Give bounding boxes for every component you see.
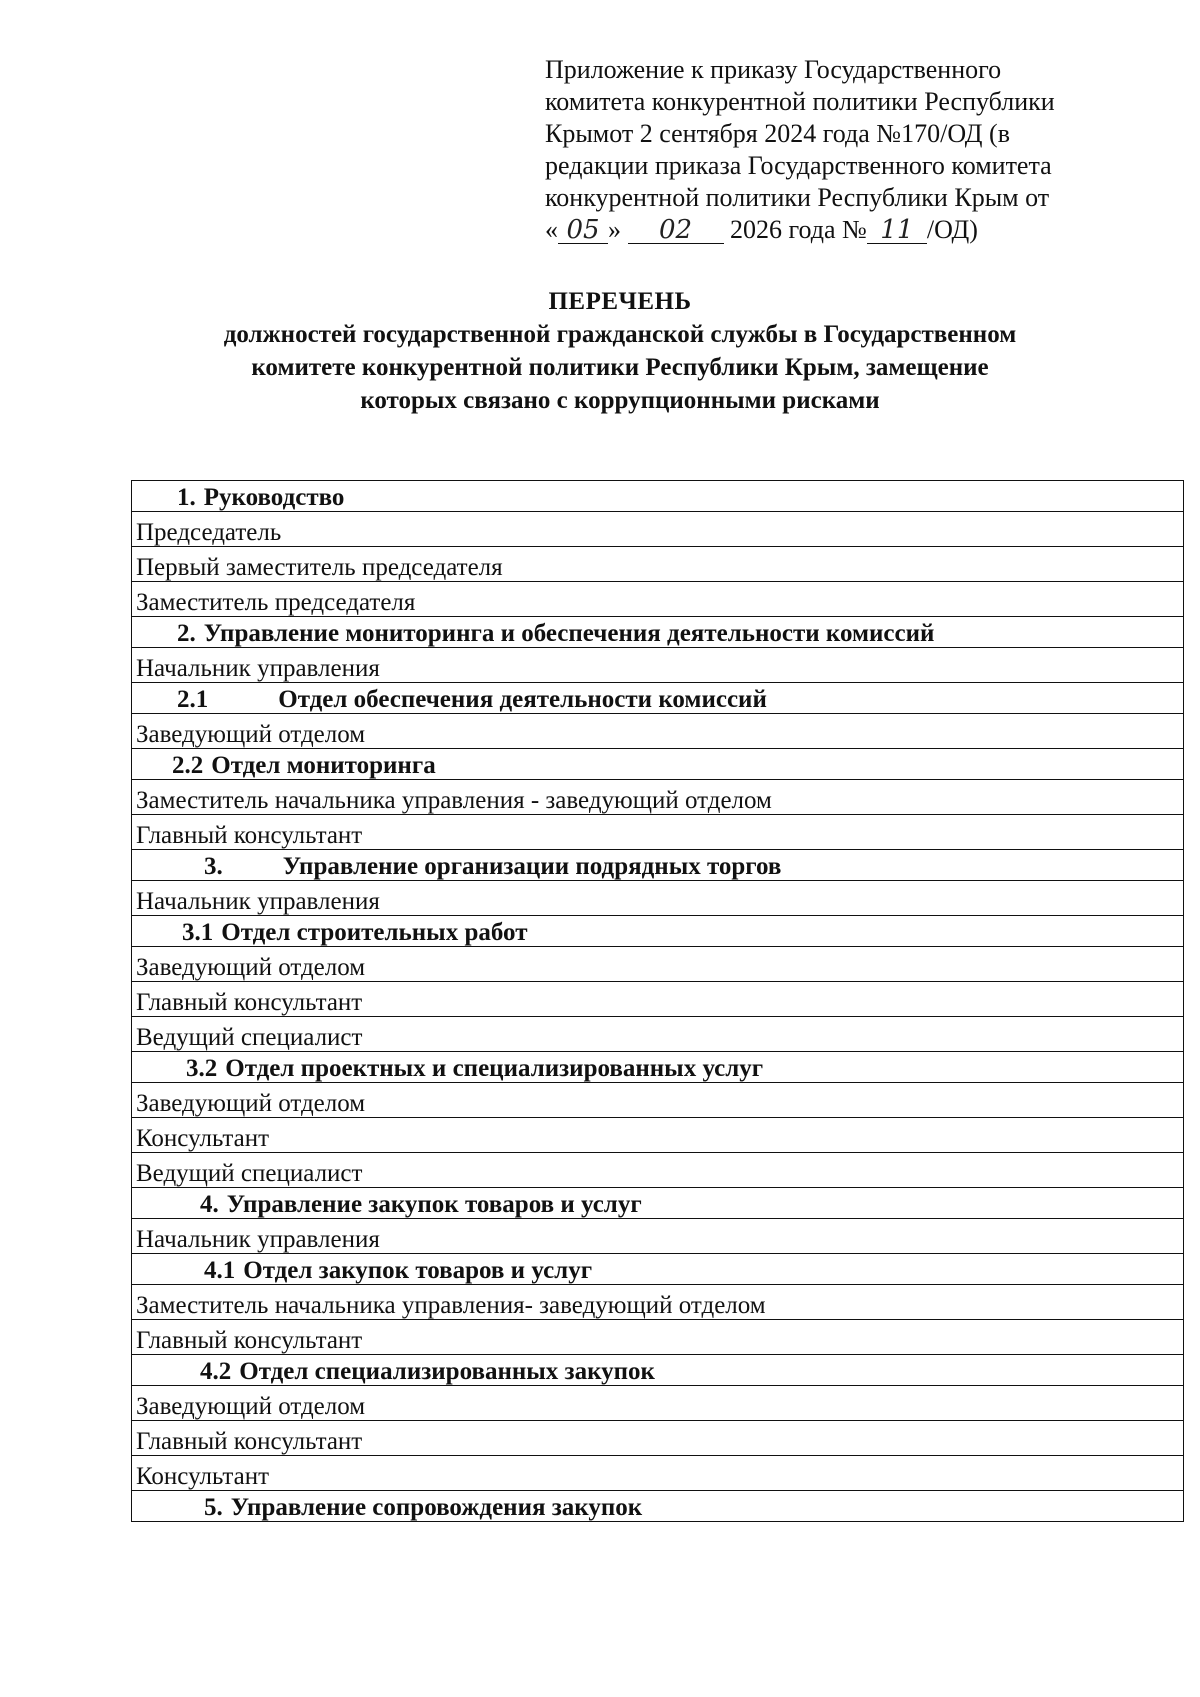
section-title: Управление организации подрядных торгов — [282, 853, 782, 880]
section-title: Управление мониторинга и обеспечения деятельности комиссий — [203, 620, 935, 647]
position-cell: Заместитель начальника управления - заведующий отделом — [132, 780, 1184, 815]
section-number: 2. — [177, 620, 196, 647]
section-number: 3.1 — [182, 919, 214, 946]
handwritten-order-number: 11 — [867, 217, 927, 244]
position-row — [132, 1421, 1184, 1456]
section-number: 2.2 — [172, 752, 204, 779]
section-row — [132, 1254, 1184, 1285]
section-row — [132, 850, 1184, 881]
position-cell: Заведующий отделом — [132, 714, 1184, 749]
order-suffix: /ОД) — [926, 215, 978, 244]
section-cell — [132, 617, 1184, 648]
section-row — [132, 916, 1184, 947]
section-title: Руководство — [203, 484, 345, 511]
section-cell — [132, 683, 1184, 714]
section-cell — [132, 749, 1184, 780]
position-cell: Главный консультант — [132, 1421, 1184, 1456]
appendix-line: комитета конкурентной политики Республики — [545, 87, 1055, 116]
position-row — [132, 1285, 1184, 1320]
position-row — [132, 648, 1184, 683]
position-row — [132, 1320, 1184, 1355]
position-cell: Заместитель председателя — [132, 582, 1184, 617]
year-text: 2026 года № — [730, 215, 867, 244]
position-cell: Заведующий отделом — [132, 1386, 1184, 1421]
section-number: 1. — [177, 484, 196, 511]
title-line: которых связано с коррупционными рисками — [360, 387, 880, 414]
section-number: 3.2 — [186, 1055, 218, 1082]
position-cell: Заместитель начальника управления- заведующий отделом — [132, 1285, 1184, 1320]
document-title — [0, 285, 1200, 417]
section-cell — [132, 1491, 1184, 1522]
section-row — [132, 1491, 1184, 1522]
section-cell — [132, 481, 1184, 512]
section-cell — [132, 1355, 1184, 1386]
position-row — [132, 714, 1184, 749]
title-line: комитете конкурентной политики Республики Крым, замещение — [251, 354, 989, 381]
position-cell: Начальник управления — [132, 1219, 1184, 1254]
section-number: 4. — [200, 1191, 219, 1218]
section-row — [132, 1355, 1184, 1386]
section-row — [132, 1188, 1184, 1219]
appendix-date-line — [545, 214, 1125, 246]
position-cell: Заведующий отделом — [132, 947, 1184, 982]
section-title: Отдел закупок товаров и услуг — [243, 1257, 593, 1284]
position-cell: Начальник управления — [132, 648, 1184, 683]
position-row — [132, 547, 1184, 582]
section-number: 2.1 — [177, 686, 209, 713]
position-cell: Начальник управления — [132, 881, 1184, 916]
position-cell: Главный консультант — [132, 1320, 1184, 1355]
section-title: Отдел мониторинга — [211, 752, 436, 779]
section-cell — [132, 1254, 1184, 1285]
section-row — [132, 749, 1184, 780]
position-row — [132, 1083, 1184, 1118]
section-number: 4.2 — [200, 1358, 232, 1385]
section-title: Отдел обеспечения деятельности комиссий — [278, 686, 767, 713]
section-cell — [132, 850, 1184, 881]
section-cell — [132, 1052, 1184, 1083]
handwritten-day: 05 — [558, 217, 608, 244]
positions-table — [131, 480, 1184, 1522]
position-row — [132, 1219, 1184, 1254]
appendix-line: Приложение к приказу Государственного — [545, 55, 1002, 84]
section-row — [132, 683, 1184, 714]
title-heading: ПЕРЕЧЕНЬ — [548, 288, 692, 315]
section-title: Отдел специализированных закупок — [239, 1358, 655, 1385]
section-title: Отдел проектных и специализированных услуг — [225, 1055, 764, 1082]
position-cell: Председатель — [132, 512, 1184, 547]
position-row — [132, 1118, 1184, 1153]
section-cell — [132, 1188, 1184, 1219]
position-row — [132, 947, 1184, 982]
quote-open: « — [545, 215, 558, 244]
section-number: 3. — [204, 853, 223, 880]
position-row — [132, 1386, 1184, 1421]
section-row — [132, 481, 1184, 512]
section-number: 4.1 — [204, 1257, 236, 1284]
quote-close: » — [608, 215, 621, 244]
section-row — [132, 617, 1184, 648]
position-row — [132, 780, 1184, 815]
position-row — [132, 1153, 1184, 1188]
position-row — [132, 1017, 1184, 1052]
section-title: Управление сопровождения закупок — [230, 1494, 643, 1521]
position-row — [132, 881, 1184, 916]
position-cell: Главный консультант — [132, 815, 1184, 850]
section-number: 5. — [204, 1494, 223, 1521]
appendix-line: редакции приказа Государственного комитета — [545, 151, 1052, 180]
position-cell: Ведущий специалист — [132, 1153, 1184, 1188]
appendix-line: конкурентной политики Республики Крым от — [545, 183, 1050, 212]
position-cell: Первый заместитель председателя — [132, 547, 1184, 582]
position-row — [132, 1456, 1184, 1491]
section-cell — [132, 916, 1184, 947]
handwritten-month: 02 — [628, 217, 724, 244]
appendix-line: Крымот 2 сентября 2024 года №170/ОД (в — [545, 119, 1010, 148]
position-cell: Заведующий отделом — [132, 1083, 1184, 1118]
position-cell: Консультант — [132, 1456, 1184, 1491]
position-cell: Главный консультант — [132, 982, 1184, 1017]
position-row — [132, 815, 1184, 850]
section-title: Управление закупок товаров и услуг — [226, 1191, 642, 1218]
section-row — [132, 1052, 1184, 1083]
position-row — [132, 512, 1184, 547]
position-cell: Консультант — [132, 1118, 1184, 1153]
title-line: должностей государственной гражданской службы в Государственном — [223, 321, 1017, 348]
appendix-note — [545, 54, 1125, 246]
section-title: Отдел строительных работ — [221, 919, 528, 946]
position-row — [132, 582, 1184, 617]
position-cell: Ведущий специалист — [132, 1017, 1184, 1052]
position-row — [132, 982, 1184, 1017]
